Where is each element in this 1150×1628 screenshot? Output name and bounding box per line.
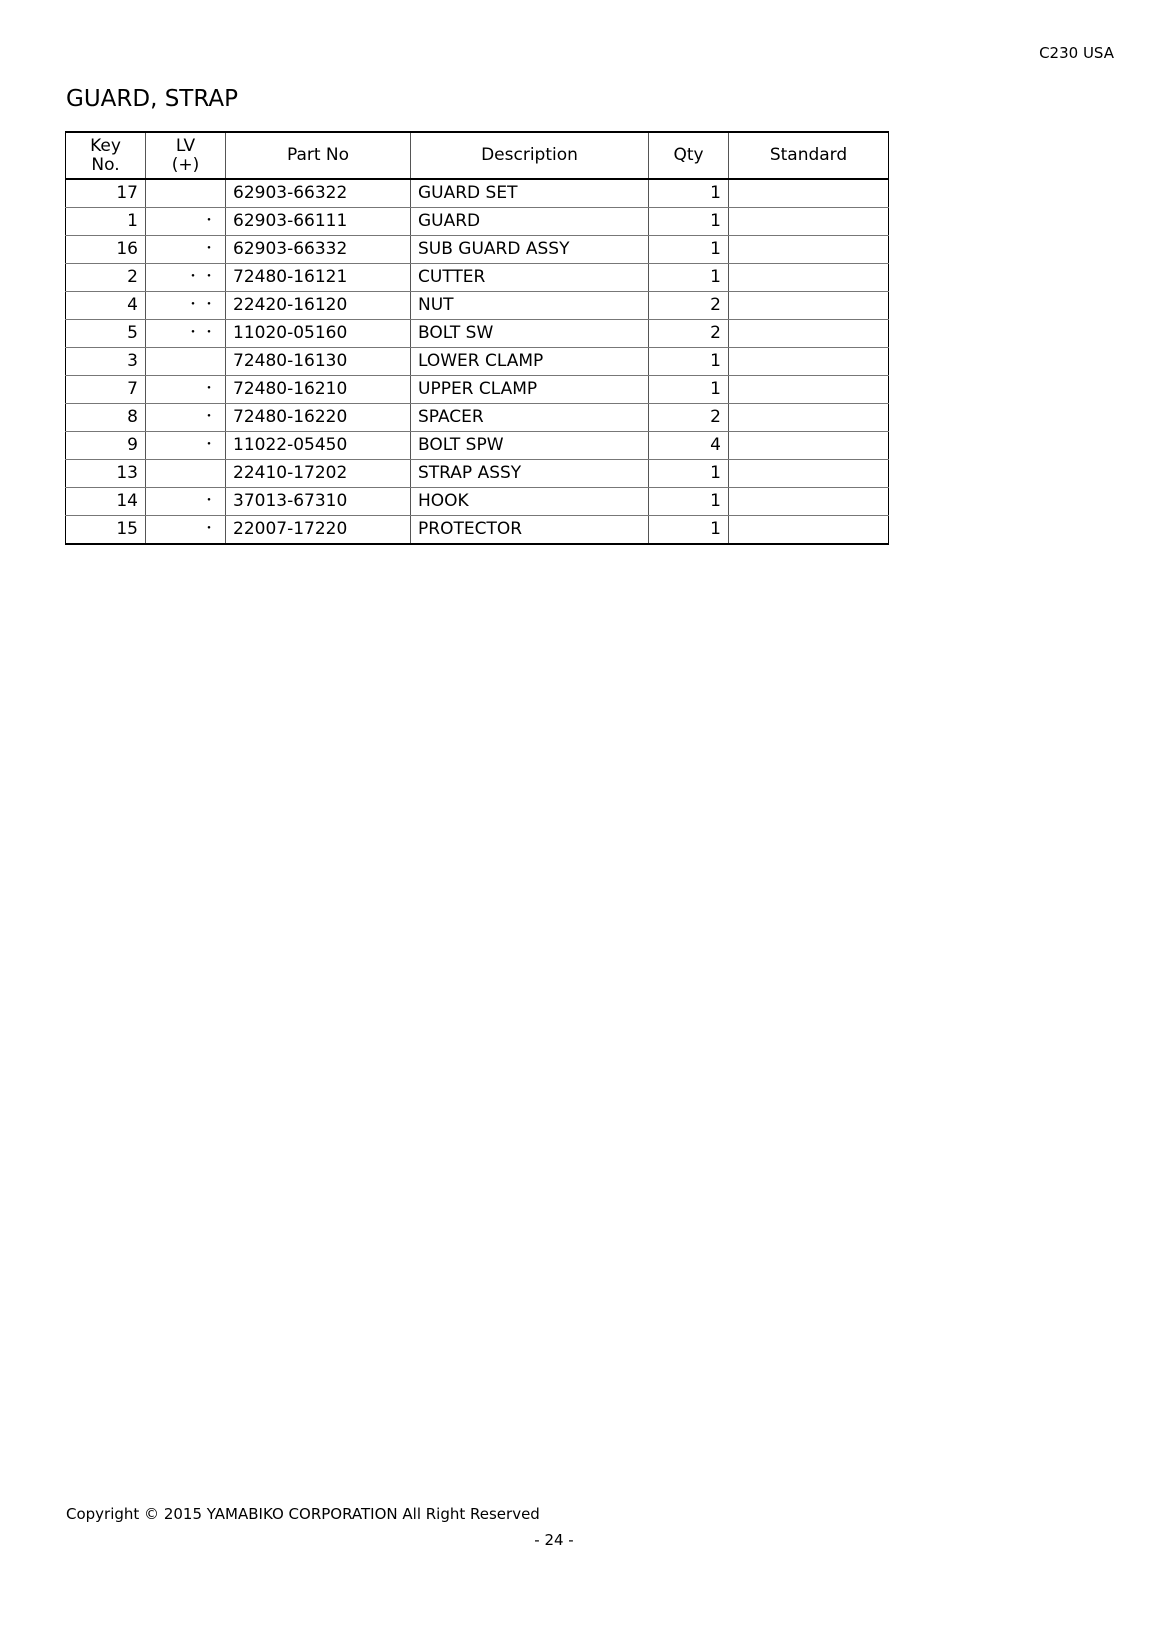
cell-key-no: 5 [66, 320, 146, 348]
cell-qty: 4 [649, 432, 729, 460]
parts-table [65, 131, 889, 545]
table-row [66, 460, 889, 488]
column-header-standard: Standard [729, 132, 889, 179]
cell-part-no: 11020-05160 [226, 320, 411, 348]
cell-key-no: 1 [66, 208, 146, 236]
cell-qty: 1 [649, 264, 729, 292]
cell-lv [146, 348, 226, 376]
cell-key-no: 3 [66, 348, 146, 376]
cell-standard [729, 208, 889, 236]
cell-description: NUT [411, 292, 649, 320]
copyright-notice: Copyright © 2015 YAMABIKO CORPORATION All Right Reserved [66, 1505, 540, 1523]
column-header-key-line2: No. [91, 154, 120, 175]
column-header-lv-line2: (+) [171, 154, 200, 175]
model-code: C230 USA [1039, 44, 1114, 62]
cell-qty: 2 [649, 320, 729, 348]
table-row [66, 292, 889, 320]
cell-lv: ・ [146, 516, 226, 545]
cell-qty: 1 [649, 460, 729, 488]
cell-lv: ・・ [146, 320, 226, 348]
cell-lv: ・ [146, 488, 226, 516]
cell-description: UPPER CLAMP [411, 376, 649, 404]
cell-key-no: 2 [66, 264, 146, 292]
cell-description: GUARD SET [411, 179, 649, 208]
cell-standard [729, 404, 889, 432]
cell-description: LOWER CLAMP [411, 348, 649, 376]
cell-standard [729, 376, 889, 404]
cell-standard [729, 516, 889, 545]
cell-qty: 1 [649, 179, 729, 208]
cell-part-no: 22420-16120 [226, 292, 411, 320]
cell-qty: 1 [649, 348, 729, 376]
cell-description: SPACER [411, 404, 649, 432]
cell-key-no: 9 [66, 432, 146, 460]
table-row [66, 404, 889, 432]
cell-qty: 2 [649, 404, 729, 432]
cell-key-no: 15 [66, 516, 146, 545]
cell-lv: ・ [146, 432, 226, 460]
table-row [66, 264, 889, 292]
cell-standard [729, 179, 889, 208]
cell-description: STRAP ASSY [411, 460, 649, 488]
column-header-key-line1: Key [90, 135, 121, 156]
cell-qty: 1 [649, 236, 729, 264]
cell-part-no: 22410-17202 [226, 460, 411, 488]
cell-standard [729, 236, 889, 264]
table-row [66, 376, 889, 404]
table-row [66, 516, 889, 545]
column-header-qty: Qty [649, 132, 729, 179]
cell-part-no: 72480-16220 [226, 404, 411, 432]
cell-qty: 2 [649, 292, 729, 320]
table-row [66, 179, 889, 208]
table-row [66, 348, 889, 376]
cell-description: SUB GUARD ASSY [411, 236, 649, 264]
cell-part-no: 62903-66111 [226, 208, 411, 236]
cell-standard [729, 292, 889, 320]
table-row [66, 236, 889, 264]
cell-key-no: 13 [66, 460, 146, 488]
cell-standard [729, 460, 889, 488]
column-header-description: Description [411, 132, 649, 179]
cell-key-no: 4 [66, 292, 146, 320]
column-header-part-no: Part No [226, 132, 411, 179]
cell-description: CUTTER [411, 264, 649, 292]
table-row [66, 320, 889, 348]
column-header-lv [146, 132, 226, 179]
cell-lv: ・ [146, 208, 226, 236]
table-row [66, 432, 889, 460]
cell-part-no: 22007-17220 [226, 516, 411, 545]
cell-key-no: 8 [66, 404, 146, 432]
cell-description: BOLT SPW [411, 432, 649, 460]
cell-qty: 1 [649, 208, 729, 236]
column-header-key-no [66, 132, 146, 179]
cell-qty: 1 [649, 516, 729, 545]
cell-standard [729, 348, 889, 376]
cell-part-no: 72480-16121 [226, 264, 411, 292]
cell-standard [729, 488, 889, 516]
table-row [66, 488, 889, 516]
table-header-row [66, 132, 889, 179]
cell-qty: 1 [649, 376, 729, 404]
cell-part-no: 62903-66332 [226, 236, 411, 264]
cell-lv [146, 460, 226, 488]
cell-description: BOLT SW [411, 320, 649, 348]
cell-part-no: 11022-05450 [226, 432, 411, 460]
cell-lv: ・・ [146, 292, 226, 320]
cell-lv: ・ [146, 404, 226, 432]
cell-part-no: 72480-16210 [226, 376, 411, 404]
column-header-lv-line1: LV [175, 135, 196, 156]
cell-standard [729, 320, 889, 348]
cell-lv: ・ [146, 236, 226, 264]
cell-key-no: 17 [66, 179, 146, 208]
cell-lv [146, 179, 226, 208]
cell-description: HOOK [411, 488, 649, 516]
cell-lv: ・ [146, 376, 226, 404]
cell-key-no: 16 [66, 236, 146, 264]
page-title: GUARD, STRAP [66, 86, 239, 112]
cell-part-no: 62903-66322 [226, 179, 411, 208]
cell-description: PROTECTOR [411, 516, 649, 545]
cell-part-no: 72480-16130 [226, 348, 411, 376]
page-number: - 24 - [534, 1531, 574, 1549]
cell-standard [729, 264, 889, 292]
cell-lv: ・・ [146, 264, 226, 292]
table-row [66, 208, 889, 236]
cell-key-no: 7 [66, 376, 146, 404]
cell-part-no: 37013-67310 [226, 488, 411, 516]
cell-qty: 1 [649, 488, 729, 516]
cell-description: GUARD [411, 208, 649, 236]
cell-standard [729, 432, 889, 460]
cell-key-no: 14 [66, 488, 146, 516]
